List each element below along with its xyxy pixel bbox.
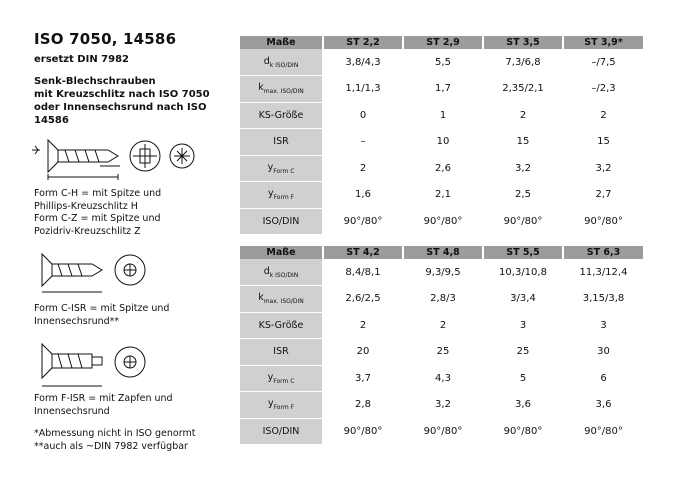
- page-title: ISO 7050, 14586: [34, 30, 177, 48]
- table-cell: 2,35/2,1: [483, 76, 563, 103]
- table-cell: 3,2: [403, 392, 483, 419]
- table-row: [240, 365, 643, 392]
- row-label: [240, 208, 323, 235]
- row-label-subscript: max. ISO/DIN: [263, 88, 304, 96]
- table-cell: 10,3/10,8: [483, 259, 563, 286]
- table-row: [240, 102, 643, 129]
- form-c-isr-description: [34, 303, 234, 328]
- table-cell: 90°/80°: [483, 418, 563, 445]
- description-line: mit Kreuzschlitz nach ISO 7050: [34, 89, 210, 100]
- table-row: [240, 312, 643, 339]
- table-cell: 90°/80°: [563, 418, 643, 445]
- table-cell: 0: [323, 102, 403, 129]
- table-cell: 30: [563, 339, 643, 366]
- table-cell: 2,1: [403, 182, 483, 209]
- form-line: Form C-H = mit Spitze und: [34, 188, 162, 199]
- description-line: oder Innensechsrund nach ISO 14586: [34, 102, 207, 126]
- row-label: [240, 259, 323, 286]
- header-cell: ST 3,5: [483, 36, 563, 49]
- left-panel: [34, 30, 234, 127]
- row-label-text: k: [258, 82, 264, 94]
- table-cell: 2,6: [403, 155, 483, 182]
- table-cell: 5,5: [403, 49, 483, 76]
- row-label-text: y: [267, 188, 274, 200]
- row-label: [240, 418, 323, 445]
- table-cell: 2: [483, 102, 563, 129]
- row-label: [240, 392, 323, 419]
- table-cell: 8,4/8,1: [323, 259, 403, 286]
- row-label-subscript: Form C: [273, 377, 295, 385]
- row-label: [240, 365, 323, 392]
- table-cell: 2: [323, 312, 403, 339]
- table-cell: 15: [483, 129, 563, 156]
- screw-f-isr-drawing: [30, 338, 180, 393]
- table-cell: 25: [403, 339, 483, 366]
- form-line: Form C-Z = mit Spitze und: [34, 213, 161, 224]
- table-cell: 5: [483, 365, 563, 392]
- table-cell: 90°/80°: [403, 208, 483, 235]
- table-cell: 4,3: [403, 365, 483, 392]
- dimension-table-large: [240, 246, 643, 445]
- table-cell: 3,6: [563, 392, 643, 419]
- table-cell: 2,6/2,5: [323, 286, 403, 313]
- row-label-text: ISR: [273, 346, 289, 358]
- table-cell: 3,2: [483, 155, 563, 182]
- table-header-row: [240, 36, 643, 49]
- table-cell: 2,8/3: [403, 286, 483, 313]
- table-cell: 3: [483, 312, 563, 339]
- table-cell: 90°/80°: [403, 418, 483, 445]
- row-label-text: KS-Größe: [258, 319, 304, 331]
- row-label: [240, 102, 323, 129]
- row-label: [240, 312, 323, 339]
- form-line: Innensechsrund: [34, 405, 110, 417]
- table-cell: 3,2: [563, 155, 643, 182]
- header-cell: ST 2,9: [403, 36, 483, 49]
- table-cell: 20: [323, 339, 403, 366]
- row-label-text: y: [267, 371, 274, 383]
- row-label: [240, 286, 323, 313]
- table-cell: –/2,3: [563, 76, 643, 103]
- row-label-subscript: max. ISO/DIN: [263, 298, 304, 306]
- row-label-subscript: Form F: [273, 404, 295, 412]
- table-cell: 9,3/9,5: [403, 259, 483, 286]
- table-row: [240, 286, 643, 313]
- form-line: Innensechsrund**: [34, 315, 120, 327]
- row-label-subscript: k ISO/DIN: [269, 271, 299, 279]
- row-label-text: KS-Größe: [258, 109, 304, 121]
- table-cell: 2: [563, 102, 643, 129]
- replaces-note: ersetzt DIN 7982: [34, 54, 130, 65]
- row-label-text: ISO/DIN: [262, 215, 300, 227]
- table-cell: 6: [563, 365, 643, 392]
- row-label-text: y: [267, 161, 274, 173]
- table-cell: 1,1/1,3: [323, 76, 403, 103]
- screw-cross-recess-drawing: [30, 132, 200, 187]
- row-label-subscript: k ISO/DIN: [269, 61, 299, 69]
- header-cell: ST 3,9*: [563, 36, 643, 49]
- row-label-text: ISO/DIN: [262, 425, 300, 437]
- table-cell: 2,5: [483, 182, 563, 209]
- header-cell: ST 4,2: [323, 246, 403, 259]
- table-cell: 3: [563, 312, 643, 339]
- header-cell: Maße: [240, 246, 323, 259]
- table-cell: 15: [563, 129, 643, 156]
- table-cell: 3,6: [483, 392, 563, 419]
- form-line: Pozidriv-Kreuzschlitz Z: [34, 225, 141, 237]
- table-row: [240, 259, 643, 286]
- table-cell: 2,7: [563, 182, 643, 209]
- table-row: [240, 76, 643, 103]
- table-cell: 90°/80°: [323, 208, 403, 235]
- header-cell: ST 5,5: [483, 246, 563, 259]
- row-label-subscript: Form C: [273, 167, 295, 175]
- form-c-description: [34, 188, 234, 238]
- table-cell: 11,3/12,4: [563, 259, 643, 286]
- table-row: [240, 182, 643, 209]
- product-description: [34, 75, 234, 127]
- table-cell: 1,6: [323, 182, 403, 209]
- table-row: [240, 129, 643, 156]
- table-cell: 3/3,4: [483, 286, 563, 313]
- table-row: [240, 418, 643, 445]
- table-cell: 1: [403, 102, 483, 129]
- row-label-text: y: [267, 398, 274, 410]
- row-label-subscript: Form F: [273, 194, 295, 202]
- table-cell: 2: [403, 312, 483, 339]
- table-row: [240, 208, 643, 235]
- table-cell: 10: [403, 129, 483, 156]
- row-label: [240, 76, 323, 103]
- table-cell: 2,8: [323, 392, 403, 419]
- footnote: **auch als ~DIN 7982 verfügbar: [34, 440, 188, 452]
- table-row: [240, 392, 643, 419]
- row-label: [240, 182, 323, 209]
- table-cell: 3,8/4,3: [323, 49, 403, 76]
- table-row: [240, 339, 643, 366]
- footnotes: [34, 428, 254, 453]
- screw-c-isr-drawing: [30, 248, 180, 298]
- header-cell: ST 2,2: [323, 36, 403, 49]
- table-cell: 2: [323, 155, 403, 182]
- row-label-text: d: [263, 55, 270, 67]
- row-label: [240, 155, 323, 182]
- form-f-isr-description: [34, 393, 234, 418]
- row-label: [240, 339, 323, 366]
- table-cell: 90°/80°: [483, 208, 563, 235]
- description-line: Senk-Blechschrauben: [34, 76, 156, 87]
- row-label: [240, 49, 323, 76]
- table-cell: –: [323, 129, 403, 156]
- form-line: Form F-ISR = mit Zapfen und: [34, 393, 173, 404]
- header-cell: ST 6,3: [563, 246, 643, 259]
- table-cell: 3,15/3,8: [563, 286, 643, 313]
- dimension-table-small: [240, 36, 643, 235]
- table-header-row: [240, 246, 643, 259]
- table-cell: 3,7: [323, 365, 403, 392]
- row-label-text: k: [258, 292, 264, 304]
- table-cell: –/7,5: [563, 49, 643, 76]
- row-label-text: d: [263, 265, 270, 277]
- header-cell: Maße: [240, 36, 323, 49]
- header-cell: ST 4,8: [403, 246, 483, 259]
- table-row: [240, 155, 643, 182]
- table-cell: 7,3/6,8: [483, 49, 563, 76]
- row-label-text: ISR: [273, 136, 289, 148]
- table-row: [240, 49, 643, 76]
- table-cell: 90°/80°: [323, 418, 403, 445]
- table-cell: 1,7: [403, 76, 483, 103]
- row-label: [240, 129, 323, 156]
- footnote: *Abmessung nicht in ISO genormt: [34, 428, 196, 439]
- table-cell: 25: [483, 339, 563, 366]
- form-line: Form C-ISR = mit Spitze und: [34, 303, 170, 314]
- table-cell: 90°/80°: [563, 208, 643, 235]
- form-line: Phillips-Kreuzschlitz H: [34, 200, 138, 212]
